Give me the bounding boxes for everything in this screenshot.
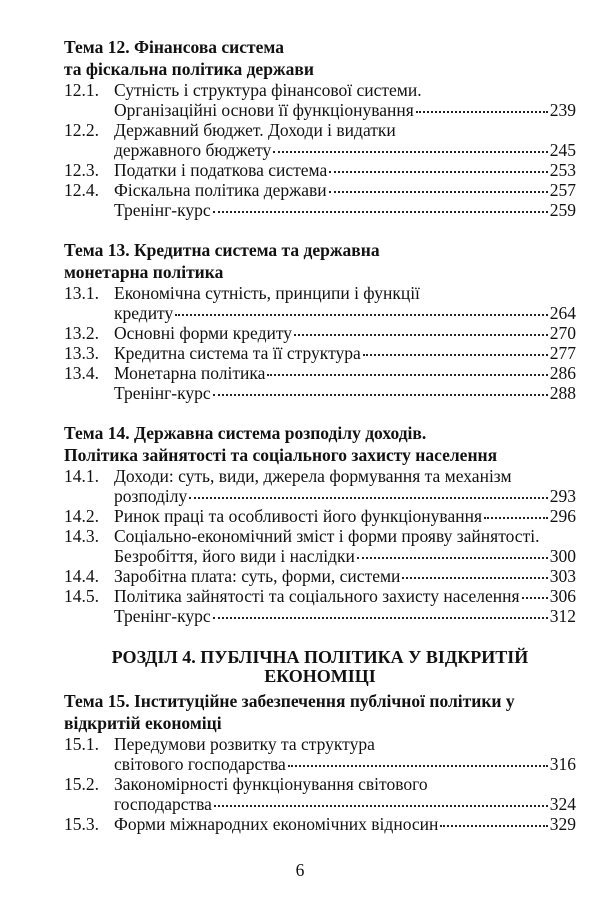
entry-title: Економічна сутність, принципи і функції [114,283,420,303]
entry-page-number: 239 [549,100,576,120]
entry-number: 14.1. [64,466,99,486]
toc-entry [64,80,576,120]
topic-title [64,422,576,466]
entry-number: 14.2. [64,506,99,526]
entry-title: Безробіття, його види і наслідки [114,546,355,566]
entry-title: Доходи: суть, види, джерела формування та механізм [114,466,512,486]
entry-title: Державний бюджет. Доходи і видатки [114,120,396,140]
toc-entry-line [64,180,576,200]
toc-entry-line [64,546,576,566]
toc-entry-line [64,566,576,586]
entry-number: 15.3. [64,814,99,834]
topic-title-line: монетарна політика [64,262,224,282]
entry-title: розподілу [114,486,188,506]
dot-leader [484,517,548,519]
toc-entry [64,283,576,323]
topic-block [64,422,576,626]
entry-page-number: 286 [549,363,576,383]
dot-leader [402,577,547,579]
entry-number: 14.4. [64,566,99,586]
entry-page-number: 270 [549,323,576,343]
topics-before-section [64,36,576,626]
dot-leader [267,374,547,376]
topic-title-line: Тема 15. Інституційне забезпечення публічної політики у [64,691,515,711]
entry-title: Сутність і структура фінансової системи. [114,80,422,100]
topic-title-line: відкритій економіці [64,713,222,733]
toc-entry [64,120,576,160]
entry-title: кредиту [114,303,174,323]
entry-title: Закономірності функціонування світового [114,774,428,794]
entry-number: 13.4. [64,363,99,383]
toc-entry [64,323,576,343]
toc-entry-line [64,160,576,180]
dot-leader [213,394,548,396]
toc-entry [64,586,576,606]
dot-leader [273,151,547,153]
topic-title-line: Тема 13. Кредитна система та державна [64,240,380,260]
entry-number: 12.1. [64,80,99,100]
toc-entry [64,343,576,363]
dot-leader [363,354,548,356]
toc-entry-line [64,486,576,506]
toc-entry-line [64,80,576,100]
toc-entry-line [64,343,576,363]
dot-leader [214,805,548,807]
topic-title-line: та фіскальна політика держави [64,59,314,79]
entry-number: 14.5. [64,586,99,606]
dot-leader [329,171,547,173]
topics-after-section [64,690,576,834]
entry-number: 12.3. [64,160,99,180]
toc-entry [64,383,576,403]
entry-title: Кредитна система та її структура [114,343,361,363]
entry-title: Ринок праці та особливості його функціонування [114,506,483,526]
topic-block [64,239,576,403]
toc-entry-line [64,200,576,220]
dot-leader [440,825,547,827]
dot-leader [357,557,548,559]
entry-title: світового господарства [114,754,286,774]
entry-page-number: 312 [549,606,576,626]
topic-title-line: Тема 14. Державна система розподілу доходів. [64,423,427,443]
topic-title [64,239,576,283]
section-heading [64,648,576,686]
dot-leader [175,314,548,316]
toc-entry-line [64,383,576,403]
entry-title: Фіскальна політика держави [114,180,327,200]
topic-title [64,36,576,80]
entry-number: 13.3. [64,343,99,363]
toc-entry-line [64,303,576,323]
entry-title: Монетарна політика [114,363,266,383]
toc-entry [64,200,576,220]
entry-page-number: 264 [549,303,576,323]
entry-title: господарства [114,794,212,814]
entry-page-number: 303 [549,566,576,586]
entry-page-number: 253 [549,160,576,180]
entry-page-number: 324 [549,794,576,814]
entry-number: 12.4. [64,180,99,200]
toc-entry [64,363,576,383]
topic-title-line: Політика зайнятості та соціального захисту населення [64,445,498,465]
entry-page-number: 288 [549,383,576,403]
topic-block [64,690,576,834]
entry-title: Політика зайнятості та соціального захисту населення [114,586,520,606]
entry-page-number: 245 [549,140,576,160]
toc-entry-line [64,283,576,303]
entry-title: Тренінг-курс [114,606,211,626]
dot-leader [294,334,548,336]
toc-entry-line [64,506,576,526]
section-heading-line: РОЗДІЛ 4. ПУБЛІЧНА ПОЛІТИКА У ВІДКРИТІЙ [111,647,529,667]
dot-leader [213,211,548,213]
toc-entry [64,606,576,626]
entry-title: Тренінг-курс [114,383,211,403]
toc-entry-line [64,774,576,794]
toc-entry [64,526,576,566]
toc-entry-line [64,100,576,120]
section-heading-line: ЕКОНОМІЦІ [264,666,376,686]
entry-title: Форми міжнародних економічних відносин [114,814,439,834]
topic-title [64,690,576,734]
entry-page-number: 257 [549,180,576,200]
entry-page-number: 316 [549,754,576,774]
dot-leader [189,497,547,499]
entry-page-number: 300 [549,546,576,566]
toc-entry [64,506,576,526]
entry-title: Передумови розвитку та структура [114,734,375,754]
entry-number: 15.2. [64,774,99,794]
entry-number: 13.1. [64,283,99,303]
toc-entry [64,466,576,506]
entry-page-number: 259 [549,200,576,220]
toc-entry-line [64,363,576,383]
toc-entry [64,566,576,586]
toc-entry-line [64,586,576,606]
dot-leader [213,617,548,619]
topic-title-line: Тема 12. Фінансова система [64,37,284,57]
toc-entry-line [64,466,576,486]
entry-title: Основні форми кредиту [114,323,292,343]
toc-entry-line [64,754,576,774]
entry-page-number: 277 [549,343,576,363]
toc-entry-line [64,323,576,343]
toc-entry-line [64,120,576,140]
entry-title: Тренінг-курс [114,200,211,220]
dot-leader [522,597,548,599]
toc-entry-line [64,606,576,626]
toc-entry [64,774,576,814]
toc-entry-line [64,794,576,814]
entry-page-number: 306 [549,586,576,606]
toc-entry-line [64,814,576,834]
toc-entry-line [64,526,576,546]
topic-block [64,36,576,220]
toc-entry [64,734,576,774]
entry-page-number: 293 [549,486,576,506]
entry-number: 13.2. [64,323,99,343]
entry-number: 12.2. [64,120,99,140]
toc-entry-line [64,734,576,754]
entry-title: Соціально-економічний зміст і форми прояву зайнятості. [114,526,540,546]
entry-number: 14.3. [64,526,99,546]
dot-leader [288,765,548,767]
dot-leader [416,111,548,113]
dot-leader [329,191,548,193]
entry-title: державного бюджету [114,140,272,160]
entry-page-number: 329 [549,814,576,834]
table-of-contents [64,36,576,853]
entry-page-number: 296 [549,506,576,526]
toc-entry [64,180,576,200]
entry-title: Податки і податкова система [114,160,328,180]
entry-number: 15.1. [64,734,99,754]
toc-entry [64,160,576,180]
entry-title: Заробітна плата: суть, форми, системи [114,566,401,586]
toc-entry [64,814,576,834]
entry-title: Організаційні основи її функціонування [114,100,414,120]
page-number: 6 [295,860,305,880]
toc-entry-line [64,140,576,160]
